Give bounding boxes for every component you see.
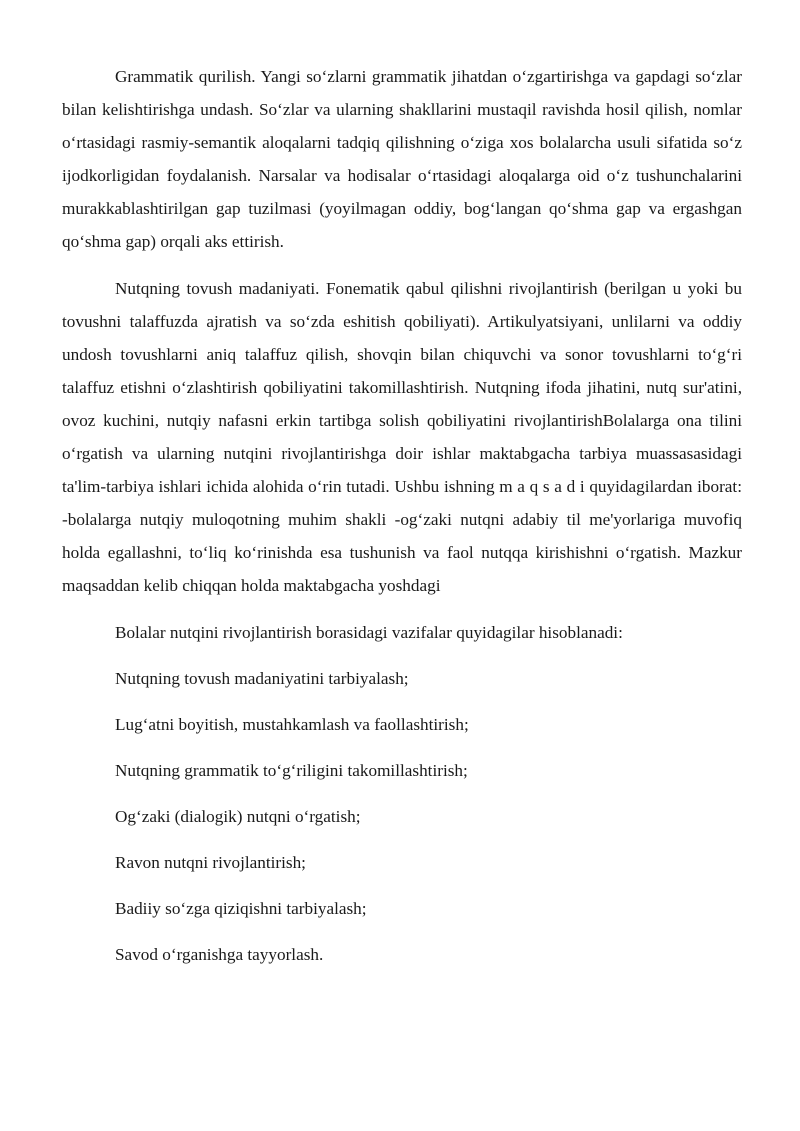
- list-item: Og‘zaki (dialogik) nutqni o‘rgatish;: [115, 806, 361, 826]
- list-item: Badiiy so‘zga qiziqishni tarbiyalash;: [115, 899, 367, 919]
- document-page: [62, 60, 742, 984]
- list-item: Nutqning tovush madaniyatini tarbiyalash;: [115, 668, 409, 688]
- paragraph-sound-culture: Nutqning tovush madaniyati. Fonematik qabul qilishni rivojlantirish (berilgan u yoki bu tovushni talaffuzda ajratish va so‘zda eshitish qobiliyati). Artikulyatsiyani, unlilarni va oddiy undosh tovushlarni aniq talaffuz qilish, shovqin bilan chiquvchi va sonor tovushlarni to‘g‘ri talaffuz etishni o‘zlashtirish qobiliyatini takomillashtirish. Nutqning ifoda jihatini, nutq sur'atini, ovoz kuchini, nutqiy nafasni erkin tartibga solish qobiliyatini rivojlantirishBolalarga ona tilini o‘rgatish va ularning nutqini rivojlantirishga doir ishlar maktabgacha tarbiya muassasasidagi ta'lim-tarbiya ishlari ichida alohida o‘rin tutadi. Ushbu ishning m a q s a d i quyidagilardan iborat: -bolalarga nutqiy muloqotning muhim shakli -og‘zaki nutqni adabiy til me'yorlariga muvofiq holda egallashni, to‘liq ko‘rinishda esa tushunish va faol nutqqa kirishishni o‘rgatish. Mazkur maqsaddan kelib chiqqan holda maktabgacha yoshdagi: [62, 278, 742, 596]
- list-item: Ravon nutqni rivojlantirish;: [115, 852, 306, 872]
- list-item: Savod o‘rganishga tayyorlash.: [115, 945, 324, 965]
- paragraph-grammar: Grammatik qurilish. Yangi so‘zlarni grammatik jihatdan o‘zgartirishga va gapdagi so‘zlar bilan kelishtirishga undash. So‘zlar va ularning shakllarini mustaqil ravishda hosil qilish, nomlar o‘rtasidagi rasmiy-semantik aloqalarni tadqiq qilishning o‘ziga xos bolalarcha usuli sifatida so‘z ijodkorligidan foydalanish. Narsalar va hodisalar o‘rtasidagi aloqalarga oid o‘z tushunchalarini murakkablashtirilgan gap tuzilmasi (yoyilmagan oddiy, bog‘langan qo‘shma gap va ergashgan qo‘shma gap) orqali aks ettirish.: [62, 67, 742, 252]
- list-item: Nutqning grammatik to‘g‘riligini takomillashtirish;: [115, 760, 468, 780]
- list-intro: Bolalar nutqini rivojlantirish borasidagi vazifalar quyidagilar hisoblanadi:: [115, 622, 623, 642]
- list-item: Lug‘atni boyitish, mustahkamlash va faollashtirish;: [115, 714, 469, 734]
